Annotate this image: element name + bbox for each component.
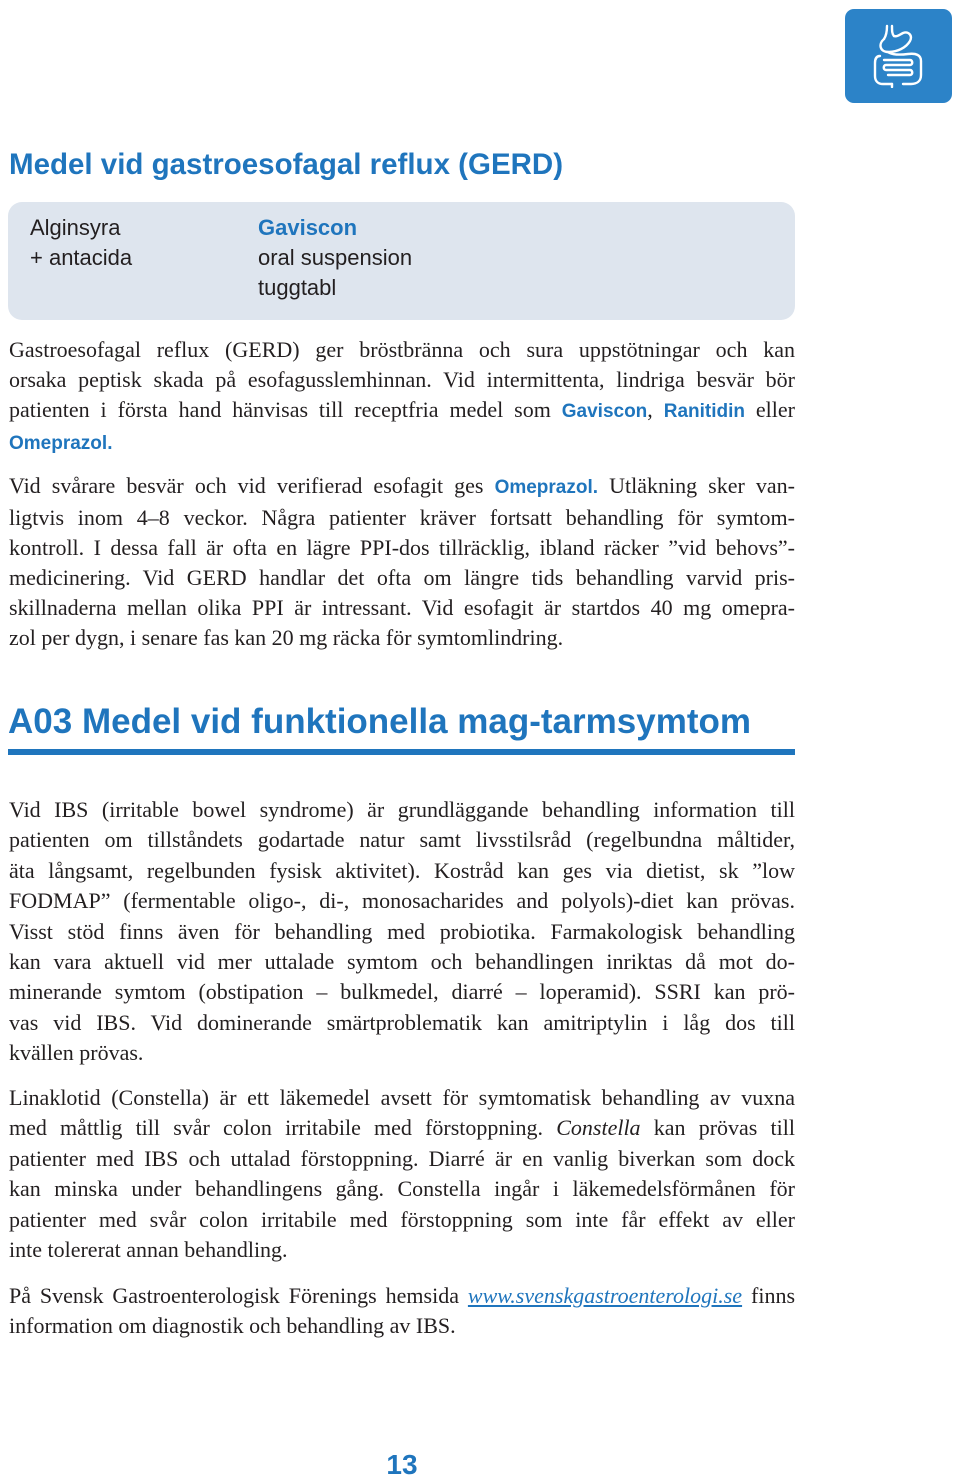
- gerd-paragraph-2: [9, 471, 795, 653]
- ibs-section-title: [8, 700, 751, 744]
- body-text-line: [9, 1113, 795, 1143]
- body-text-line: [9, 1281, 795, 1311]
- drug-product-name: Gaviscon: [258, 215, 358, 240]
- body-text-line: kan vara aktuell vid mer uttalade symtom och behandlingen inriktas då mot do-: [9, 949, 795, 975]
- body-text-line: kontroll. I dessa fall är ofta en lägre PPI-dos tillräcklig, ibland räcker ”vid behovs”-: [9, 535, 795, 560]
- digestive-system-icon: [870, 24, 926, 88]
- brand-name-constella: Constella: [556, 1115, 641, 1141]
- body-text-line: vas vid IBS. Vid dominerande smärtproblematik kan amitriptylin i låg dos till: [9, 1009, 795, 1035]
- text-segment: finns: [742, 1283, 795, 1308]
- text-segment: På Svensk Gastroenterologisk Förenings hemsida: [9, 1283, 468, 1308]
- body-text-line: ligtvis inom 4–8 veckor. Några patienter kräver fortsatt behandling för symtom-: [9, 505, 795, 530]
- body-text-line: patienter med IBS och uttalad förstoppning. Diarré är en vanlig biverkan som dock: [9, 1145, 795, 1171]
- atc-code: A03: [8, 702, 73, 741]
- section-title-underline: [8, 749, 795, 755]
- body-text-line: [9, 395, 795, 427]
- body-text-line: äta långsamt, regelbunden fysisk aktivitet). Kostråd kan ges via dietist, sk ”low: [9, 857, 795, 883]
- page-number: 13: [386, 1449, 418, 1480]
- body-text-line: minerande symtom (obstipation – bulkmedel, diarré – loperamid). SSRI kan prö-: [9, 979, 795, 1005]
- gerd-drug-box: [8, 202, 795, 320]
- body-text-line: FODMAP” (fermentable oligo-, di-, monosacharides and polyols)-diet kan prövas.: [9, 888, 795, 914]
- body-text-line: skillnaderna mellan olika PPI är intressant. Vid esofagit är startdos 40 mg omepra-: [9, 595, 795, 620]
- body-text-line: Linaklotid (Constella) är ett läkemedel avsett för symtomatisk behandling av vuxna: [9, 1085, 795, 1110]
- text-segment: med måttlig till svår colon irritabile med förstoppning.: [9, 1115, 557, 1141]
- body-text-line: [9, 427, 795, 459]
- chapter-icon-tab: [845, 9, 952, 103]
- drug-substance-column: [30, 213, 132, 273]
- body-text-line: Visst stöd finns även för behandling med probiotika. Farmakologisk behandling: [9, 918, 795, 944]
- ibs-paragraph-1: [9, 795, 795, 1069]
- text-segment: Utläkning sker van-: [598, 473, 796, 498]
- body-text-line: patienter med svår colon irritabile med förstoppning som inte får effekt av eller: [9, 1206, 795, 1232]
- text-segment: Vid svårare besvär och vid verifierad esofagit ges: [9, 473, 495, 498]
- large-intestine-right-path: [888, 52, 921, 84]
- drug-name-gaviscon: Gaviscon: [561, 401, 648, 422]
- drug-product-column: [258, 213, 412, 303]
- drug-substance-line: Alginsyra: [30, 215, 121, 240]
- esophagus-left-path: [884, 26, 887, 39]
- text-segment: ,: [647, 397, 664, 422]
- society-website-link[interactable]: www.svenskgastroenterologi.se: [467, 1283, 743, 1308]
- body-text-line: zol per dygn, i senare fas kan 20 mg räcka för symtomlindring.: [9, 625, 564, 650]
- gerd-paragraph-1: [9, 335, 795, 459]
- body-text-line: orsaka peptisk skada på esofagusslemhinnan. Vid intermittenta, lindriga besvär bör: [9, 367, 795, 392]
- drug-name-omeprazol: Omeprazol.: [494, 477, 599, 498]
- drug-name-ranitidin: Ranitidin: [663, 401, 745, 422]
- body-text-line: kan minska under behandlingens gång. Constella ingår i läkemedelsförmånen för: [9, 1176, 795, 1202]
- body-text-line: patienten om tillståndets godartade natur samt livsstilsråd (regelbundna måltider,: [9, 827, 795, 853]
- drug-name-omeprazol: Omeprazol.: [9, 433, 113, 454]
- esophagus-right-path: [892, 26, 894, 36]
- drug-substance-line: + antacida: [30, 245, 133, 270]
- drug-form: tuggtabl: [258, 275, 337, 300]
- ibs-paragraph-2: [9, 1083, 795, 1265]
- body-text-line: information om diagnostik och behandling av IBS.: [9, 1313, 456, 1339]
- body-text-line: [9, 471, 795, 503]
- text-segment: patienten i första hand hänvisas till receptfria medel som: [9, 397, 562, 422]
- text-segment: eller: [745, 397, 795, 422]
- drug-form: oral suspension: [258, 245, 413, 270]
- section-title-text: Medel vid funktionella mag-tarmsymtom: [81, 702, 751, 741]
- body-text-line: Vid IBS (irritable bowel syndrome) är grundläggande behandling information till: [9, 797, 795, 822]
- body-text-line: inte tolererat annan behandling.: [9, 1237, 288, 1263]
- small-intestine-path: [884, 60, 913, 75]
- text-segment: kan prövas till: [640, 1115, 795, 1141]
- body-text-line: kvällen prövas.: [9, 1040, 144, 1066]
- body-text-line: medicinering. Vid GERD handlar det ofta om längre tids behandling varvid pris-: [9, 565, 795, 590]
- gerd-section-title: Medel vid gastroesofagal reflux (GERD): [9, 148, 564, 181]
- body-text-line: Gastroesofagal reflux (GERD) ger bröstbränna och sura uppstötningar och kan: [9, 337, 795, 362]
- ibs-paragraph-3: [9, 1281, 795, 1342]
